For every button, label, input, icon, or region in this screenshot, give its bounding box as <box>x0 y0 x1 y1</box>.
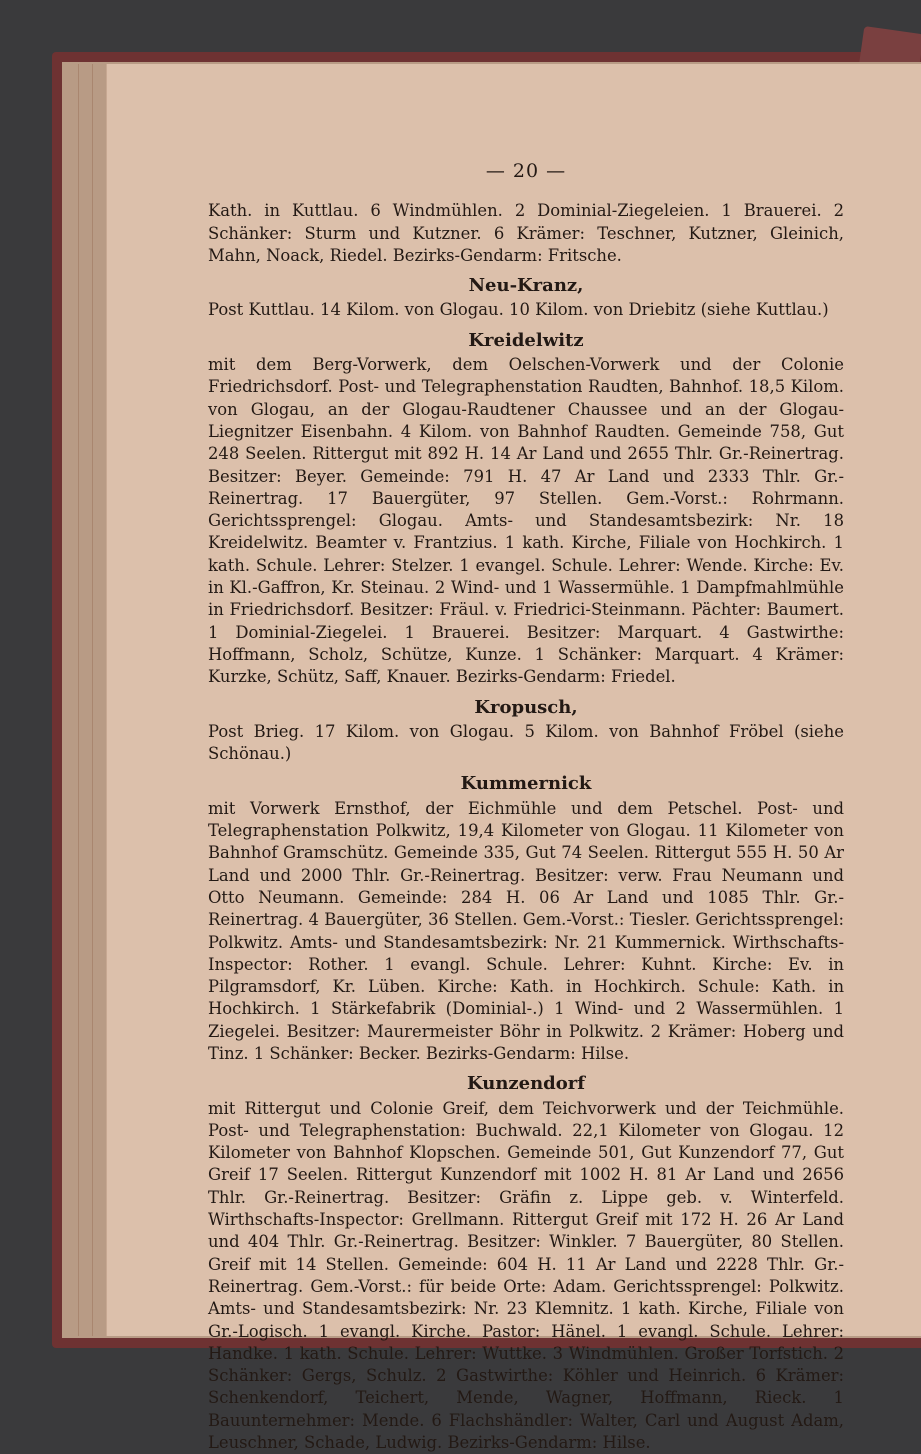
entry-text: mit Rittergut und Colonie Greif, dem Teichvorwerk und der Teichmühle. Post- und Telegraphenstation: Buchwald. 22,1 Kilometer von Glogau. 12 Kilometer von Bahnhof Klopschen. Gemeinde 501, Gut Kunzendorf 77, Gut Greif 17 Seelen. Rittergut Kunzendorf mit 1002 H. 81 Ar Land und 2656 Thlr. Gr.-Reinertrag. Besitzer: Gräfin z. Lippe geb. v. Winterfeld. Wirthschafts-Inspector: Grellmann. Rittergut Greif mit 172 H. 26 Ar Land und 404 Thlr. Gr.-Reinertrag. Besitzer: Winkler. 7 Bauergüter, 80 Stellen. Greif mit 14 Stellen. Gemeinde: 604 H. 11 Ar Land und 2228 Thlr. Gr.-Reinertrag. Gem.-Vorst.: für beide Orte: Adam. Gerichtssprengel: Polkwitz. Amts- und Standesamtsbezirk: Nr. 23 Klemnitz. 1 kath. Kirche, Filiale von Gr.-Logisch. 1 evangl. Kirche. Pastor: Hänel. 1 evangl. Schule. Lehrer: Handke. 1 kath. Schule. Lehrer: Wuttke. 3 Windmühlen. Großer Torfstich. 2 Schänker: Gergs, Schulz. 2 Gastwirthe: Köhler und Heinrich. 6 Krämer: Schenkendorf, Teichert, Mende, Wagner, Hoffmann, Rieck. 1 Bauunternehmer: Mende. 6 Flachshändler: Walter, Carl und August Adam, Leuschner, Schade, Ludwig. Bezirks-Gendarm: Hilse. <box>208 1098 844 1453</box>
intro-paragraph: Kath. in Kuttlau. 6 Windmühlen. 2 Dominial-Ziegeleien. 1 Brauerei. 2 Schänker: Sturm und Kutzner. 6 Krämer: Teschner, Kutzner, Gleinich, Mahn, Noack, Riedel. Bezirks-Gendarm: Fritsche. <box>208 201 844 265</box>
page-number: — 20 — <box>485 160 567 182</box>
page-edge-line <box>78 64 79 1336</box>
page-content <box>208 160 844 1454</box>
entry-text: mit dem Berg-Vorwerk, dem Oelschen-Vorwerk und der Colonie Friedrichsdorf. Post- und Telegraphenstation Raudten, Bahnhof. 18,5 Kilom. von Glogau, an der Glogau-Raudtener Chaussee und an der Glogau-Liegnitzer Eisenbahn. 4 Kilom. von Bahnhof Raudten. Gemeinde 758, Gut 248 Seelen. Rittergut mit 892 H. 14 Ar Land und 2655 Thlr. Gr.-Reinertrag. Besitzer: Beyer. Gemeinde: 791 H. 47 Ar Land und 2333 Thlr. Gr.-Reinertrag. 17 Bauergüter, 97 Stellen. Gem.-Vorst.: Rohrmann. Gerichtssprengel: Glogau. Amts- und Standesamtsbezirk: Nr. 18 Kreidelwitz. Beamter v. Frantzius. 1 kath. Kirche, Filiale von Hochkirch. 1 kath. Schule. Lehrer: Stelzer. 1 evangel. Schule. Lehrer: Wende. Kirche: Ev. in Kl.-Gaffron, Kr. Steinau. 2 Wind- und 1 Wassermühle. 1 Dampfmahlmühle in Friedrichsdorf. Besitzer: Fräul. v. Friedrici-Steinmann. Pächter: Baumert. 1 Dominial-Ziegelei. 1 Brauerei. Besitzer: Marquart. 4 Gastwirthe: Hoffmann, Scholz, Schütze, Kunze. 1 Schänker: Marquart. 4 Krämer: Kurzke, Schütz, Saff, Knauer. Bezirks-Gendarm: Friedel. <box>208 355 844 687</box>
entry <box>208 697 844 766</box>
entry-text: Post Brieg. 17 Kilom. von Glogau. 5 Kilom. von Bahnhof Fröbel (siehe Schönau.) <box>208 721 844 764</box>
entry-text: mit Vorwerk Ernsthof, der Eichmühle und dem Petschel. Post- und Telegraphenstation Polkwitz, 19,4 Kilometer von Glogau. 11 Kilometer von Bahnhof Gramschütz. Gemeinde 335, Gut 74 Seelen. Rittergut 555 H. 50 Ar Land und 2000 Thlr. Gr.-Reinertrag. Besitzer: verw. Frau Neumann und Otto Neumann. Gemeinde: 284 H. 06 Ar Land und 1085 Thlr. Gr.-Reinertrag. 4 Bauergüter, 36 Stellen. Gem.-Vorst.: Tiesler. Gerichtssprengel: Polkwitz. Amts- und Standesamtsbezirk: Nr. 21 Kummernick. Wirthschafts-Inspector: Rother. 1 evangl. Schule. Lehrer: Kuhnt. Kirche: Ev. in Pilgramsdorf, Kr. Lüben. Kirche: Kath. in Hochkirch. Schule: Kath. in Hochkirch. 1 Stärkefabrik (Dominial-.) 1 Wind- und 2 Wassermühlen. 1 Ziegelei. Besitzer: Maurermeister Böhr in Polkwitz. 2 Krämer: Hoberg und Tinz. 1 Schänker: Becker. Bezirks-Gendarm: Hilse. <box>208 798 844 1063</box>
entry-title: Kunzendorf <box>466 1073 585 1095</box>
entry-title: Kummernick <box>460 773 592 795</box>
entry-title: Kropusch, <box>474 696 578 718</box>
entry-title: Kreidelwitz <box>468 329 584 351</box>
entry <box>208 773 844 1065</box>
entry <box>208 330 844 689</box>
entry-title: Neu-Kranz, <box>468 275 584 297</box>
entry <box>208 275 844 322</box>
page-edge-line <box>92 64 93 1336</box>
entry <box>208 1073 844 1454</box>
entry-text: Post Kuttlau. 14 Kilom. von Glogau. 10 Kilom. von Driebitz (siehe Kuttlau.) <box>208 300 829 320</box>
